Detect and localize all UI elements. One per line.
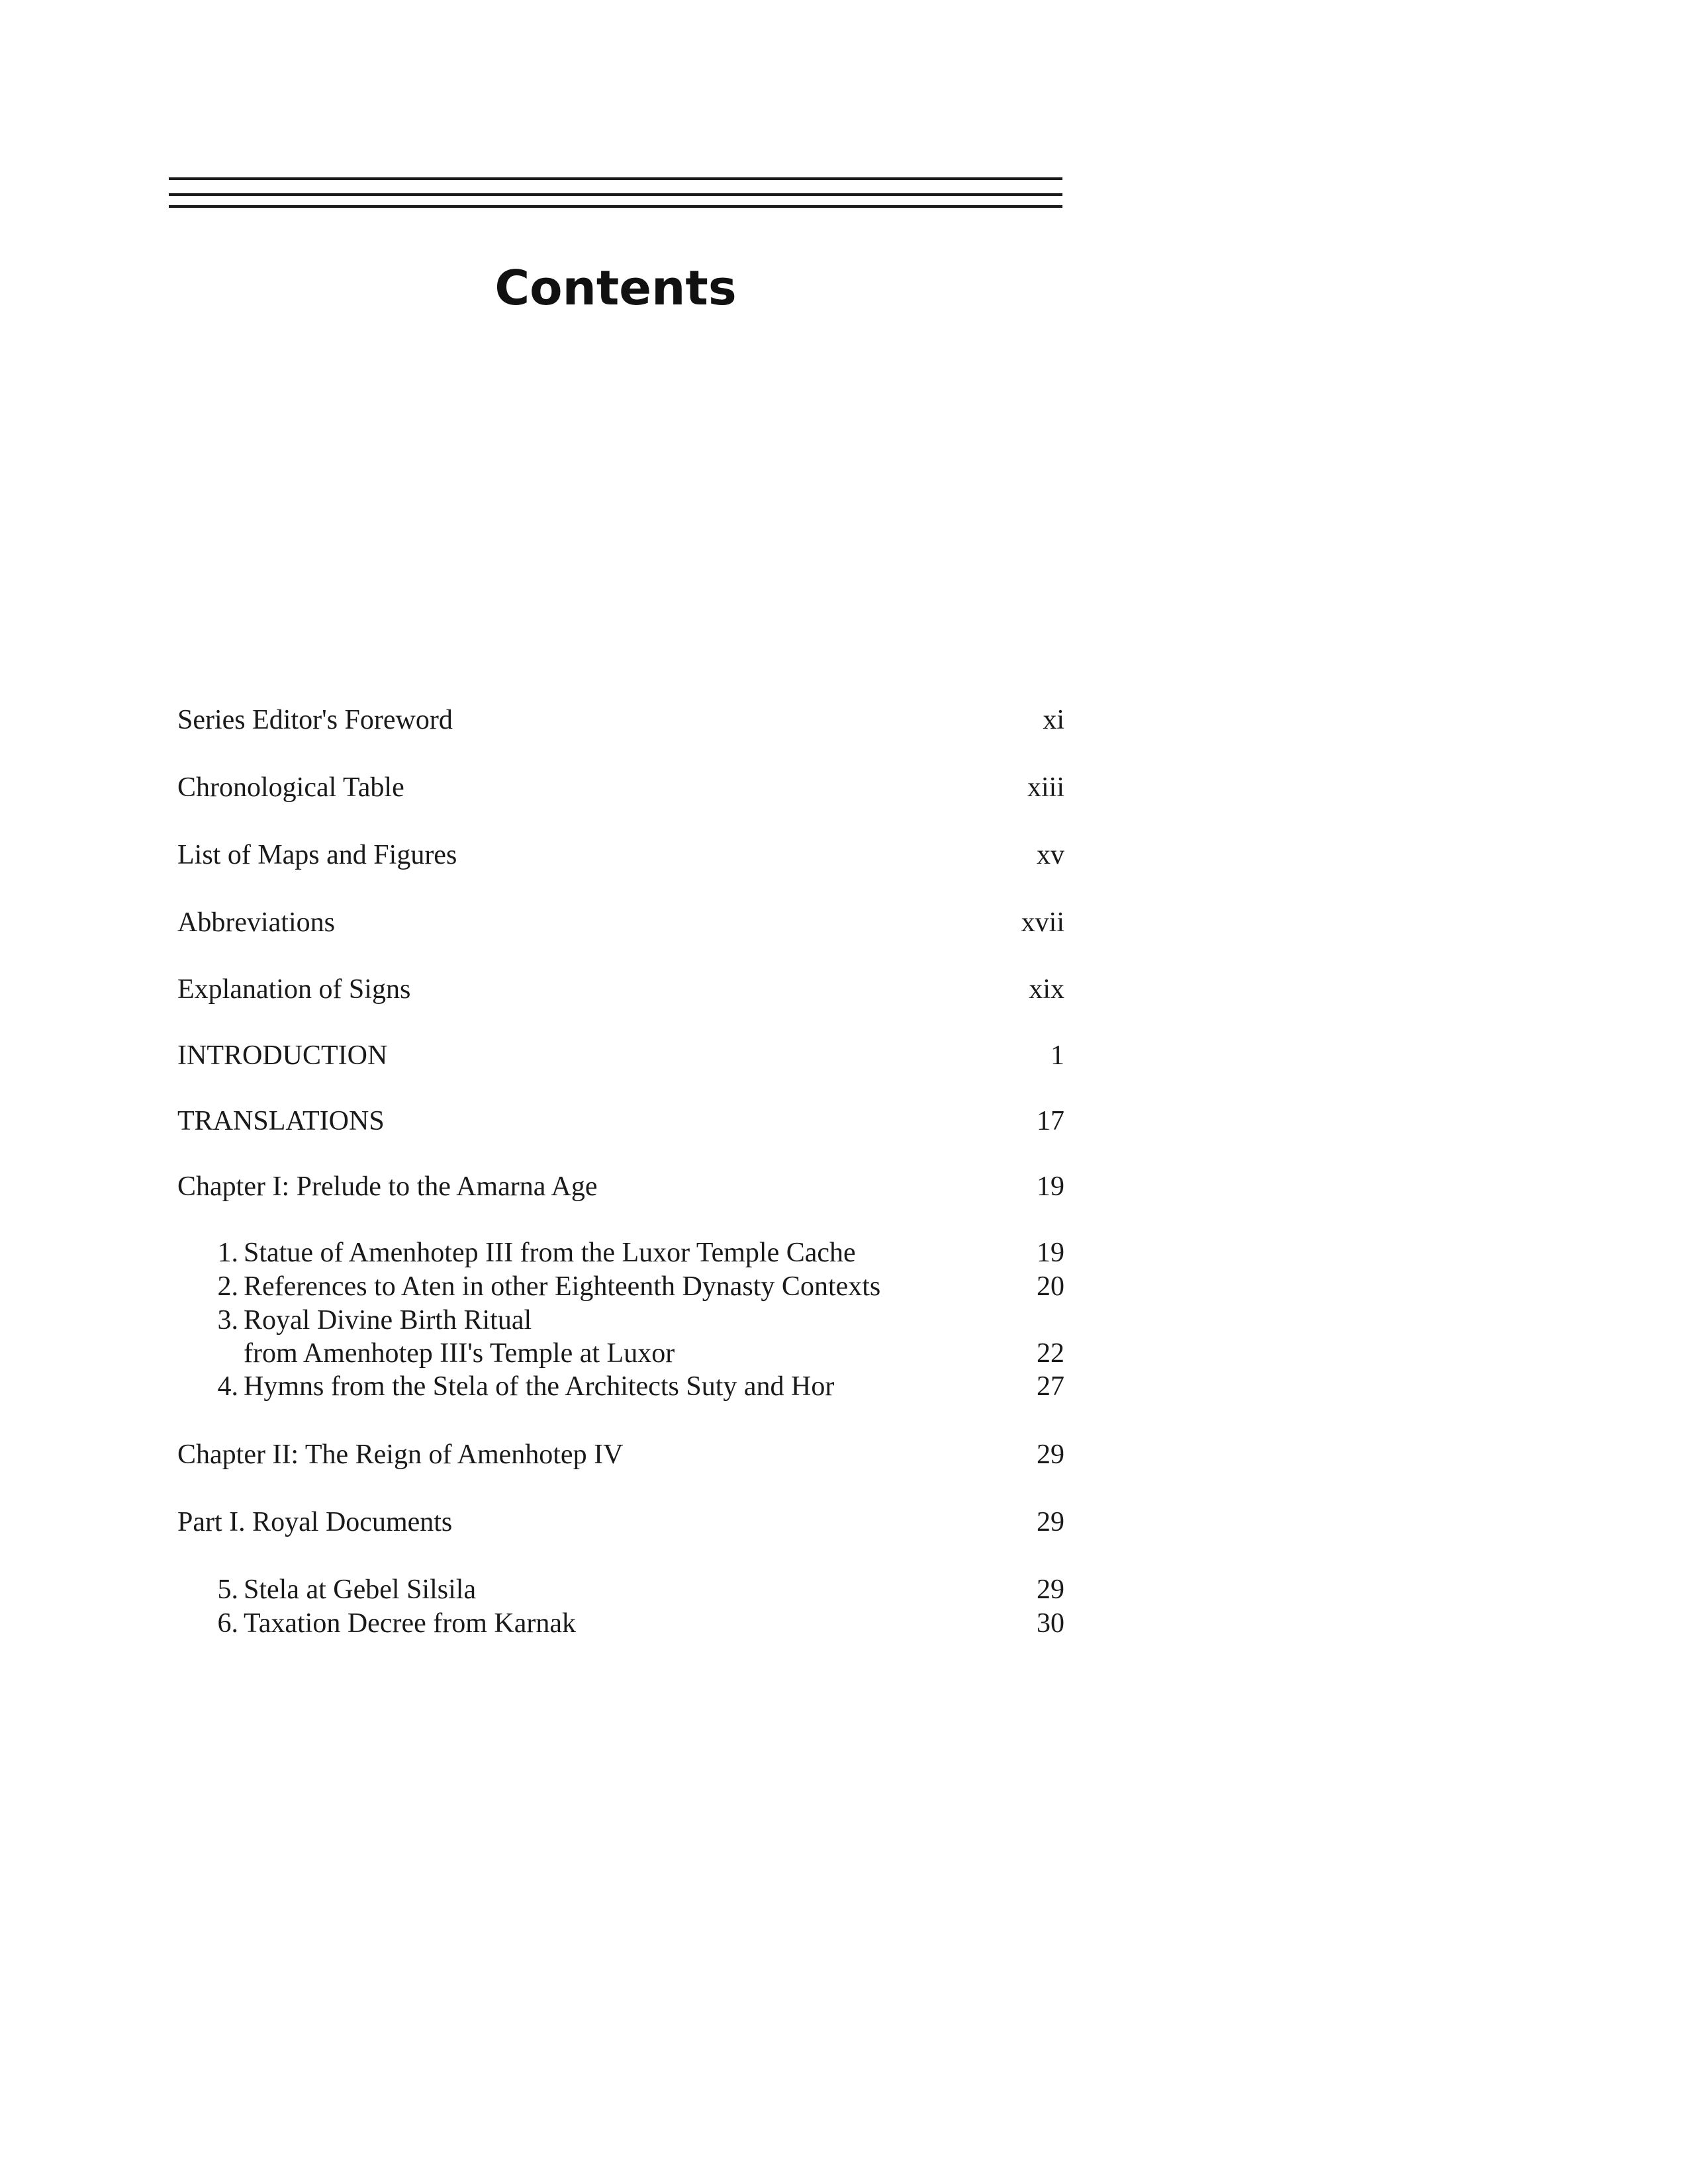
- toc-entry-label: TRANSLATIONS: [177, 1106, 385, 1136]
- rule-line: [169, 205, 1062, 208]
- toc-item-5[interactable]: [177, 1571, 1064, 1608]
- toc-item-label: Royal Divine Birth Ritual: [244, 1305, 532, 1336]
- toc-item-3[interactable]: [177, 1302, 1064, 1339]
- toc-entry-chronological-table[interactable]: [177, 769, 1064, 806]
- toc-entry-introduction[interactable]: [177, 1037, 1064, 1074]
- toc-item-number: 1.: [217, 1238, 238, 1268]
- toc-item-number: 2.: [217, 1271, 238, 1302]
- toc-entry-label: INTRODUCTION: [177, 1040, 388, 1071]
- toc-entry-page: 30: [1037, 1608, 1064, 1639]
- toc-entry-page: xiii: [1027, 772, 1064, 803]
- toc-entry-page: 19: [1037, 1238, 1064, 1268]
- toc-entry-page: 19: [1037, 1171, 1064, 1202]
- toc-entry-page: 20: [1037, 1271, 1064, 1302]
- toc-item-1[interactable]: [177, 1234, 1064, 1271]
- toc-item-3-continuation[interactable]: [177, 1335, 1064, 1372]
- toc-entry-abbreviations[interactable]: [177, 904, 1064, 941]
- toc-entry-maps-figures[interactable]: [177, 837, 1064, 874]
- toc-entry-foreword[interactable]: [177, 702, 1064, 739]
- toc-item-4[interactable]: [177, 1368, 1064, 1405]
- toc-entry-page: 29: [1037, 1439, 1064, 1470]
- toc-entry-page: 29: [1037, 1507, 1064, 1537]
- toc-entry-page: xi: [1043, 705, 1064, 735]
- toc-entry-label: Series Editor's Foreword: [177, 705, 453, 735]
- toc-item-label: References to Aten in other Eighteenth Dynasty Contexts: [244, 1271, 881, 1302]
- toc-entry-page: xv: [1037, 840, 1064, 870]
- toc-part-label: Part I. Royal Documents: [177, 1507, 453, 1537]
- toc-entry-label: Chronological Table: [177, 772, 404, 803]
- toc-item-number: 4.: [217, 1371, 238, 1402]
- toc-item-6[interactable]: [177, 1605, 1064, 1642]
- toc-chapter-2[interactable]: [177, 1436, 1064, 1473]
- rule-line: [169, 177, 1062, 180]
- toc-entry-translations[interactable]: [177, 1103, 1064, 1140]
- toc-part-1[interactable]: [177, 1504, 1064, 1541]
- toc-chapter-1[interactable]: [177, 1168, 1064, 1205]
- rule-line: [169, 193, 1062, 196]
- toc-entry-page: xix: [1029, 974, 1064, 1005]
- toc-chapter-label: Chapter I: Prelude to the Amarna Age: [177, 1171, 598, 1202]
- toc-item-label: Statue of Amenhotep III from the Luxor Temple Cache: [244, 1238, 856, 1268]
- toc-entry-explanation-signs[interactable]: [177, 971, 1064, 1008]
- toc-entry-page: xvii: [1021, 907, 1064, 938]
- toc-item-number: 6.: [217, 1608, 238, 1639]
- toc-item-number: 5.: [217, 1574, 238, 1605]
- toc-chapter-label: Chapter II: The Reign of Amenhotep IV: [177, 1439, 624, 1470]
- toc-entry-page: 27: [1037, 1371, 1064, 1402]
- toc-entry-page: 29: [1037, 1574, 1064, 1605]
- toc-item-label: Hymns from the Stela of the Architects Suty and Hor: [244, 1371, 835, 1402]
- toc-item-label: Stela at Gebel Silsila: [244, 1574, 477, 1605]
- toc-entry-page: 22: [1037, 1338, 1064, 1369]
- toc-entry-label: Explanation of Signs: [177, 974, 411, 1005]
- toc-entry-page: 17: [1037, 1106, 1064, 1136]
- page-title: Contents: [494, 260, 737, 316]
- toc-entry-label: List of Maps and Figures: [177, 840, 457, 870]
- toc-item-label: Taxation Decree from Karnak: [244, 1608, 576, 1639]
- toc-item-label-continuation: from Amenhotep III's Temple at Luxor: [244, 1338, 675, 1369]
- toc-entry-page: 1: [1051, 1040, 1064, 1071]
- toc-entry-label: Abbreviations: [177, 907, 335, 938]
- toc-item-number: 3.: [217, 1305, 238, 1336]
- toc-item-2[interactable]: [177, 1268, 1064, 1305]
